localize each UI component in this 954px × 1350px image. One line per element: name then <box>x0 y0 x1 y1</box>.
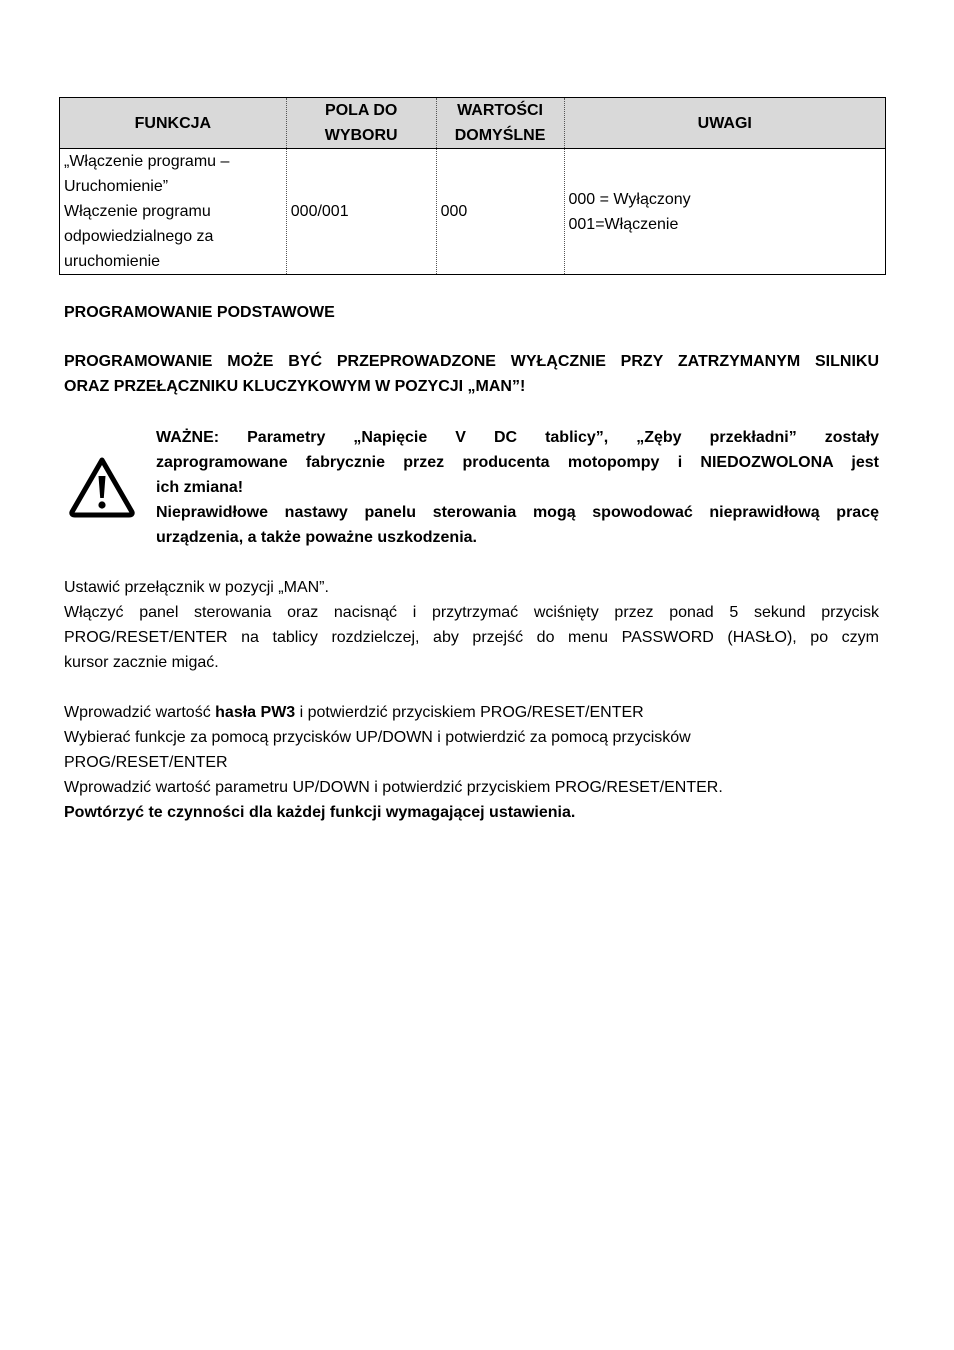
header-pola <box>286 98 436 149</box>
instruction-line: kursor zacznie migać. <box>64 654 219 671</box>
uwagi-line1: 000 = Wyłączony <box>568 190 691 208</box>
header-pola-line1: POLA DO <box>325 102 398 119</box>
warning-triangle-icon <box>68 456 136 518</box>
header-wartosci-line2: DOMYŚLNE <box>454 127 546 144</box>
warning-line1: WAŻNE: Parametry „Napięcie V DC tablicy”, „Zęby przekładni” zostały <box>156 429 879 446</box>
funkcja-line: odpowiedzialnego za <box>64 228 214 245</box>
password-label: hasła PW3 <box>215 704 296 721</box>
header-funkcja: FUNKCJA <box>60 98 287 149</box>
warning-block <box>156 425 879 550</box>
funkcja-line: Uruchomienie” <box>64 178 169 195</box>
instructions-paragraph-2 <box>64 700 879 825</box>
table-header-row <box>60 98 886 149</box>
header-wartosci <box>436 98 564 149</box>
warning-line3: ich zmiana! <box>156 479 244 496</box>
instruction-line: Wybierać funkcje za pomocą przycisków UP/DOWN i potwierdzić za pomocą przycisków <box>64 729 691 746</box>
funkcja-line: Włączenie programu <box>64 203 211 220</box>
cell-funkcja <box>60 149 287 275</box>
notice-line2: ORAZ PRZEŁĄCZNIKU KLUCZYKOWYM W POZYCJI „MAN”! <box>64 378 526 395</box>
cell-uwagi <box>564 149 886 275</box>
notice-block <box>64 349 879 399</box>
instruction-line: PROG/RESET/ENTER na tablicy rozdzielczej, aby przejść do menu PASSWORD (HASŁO), po czym <box>64 629 879 646</box>
warning-line4: Nieprawidłowe nastawy panelu sterowania mogą spowodować nieprawidłową pracę <box>156 504 879 521</box>
instruction-line-bold: Powtórzyć te czynności dla każdej funkcji wymagającej ustawienia. <box>64 804 576 821</box>
funkcja-line: uruchomienie <box>64 253 161 270</box>
funkcja-line: „Włączenie programu – <box>64 153 230 170</box>
uwagi-line2: 001=Włączenie <box>568 215 679 233</box>
table-row <box>60 149 886 275</box>
instruction-line: Ustawić przełącznik w pozycji „MAN”. <box>64 579 329 596</box>
instruction-line: Wprowadzić wartość parametru UP/DOWN i potwierdzić przyciskiem PROG/RESET/ENTER. <box>64 779 723 796</box>
cell-pola: 000/001 <box>286 149 436 275</box>
header-uwagi: UWAGI <box>564 98 886 149</box>
cell-wartosci: 000 <box>436 149 564 275</box>
section-title: PROGRAMOWANIE PODSTAWOWE <box>64 304 335 321</box>
header-pola-line2: WYBORU <box>324 127 398 144</box>
warning-line5: urządzenia, a także poważne uszkodzenia. <box>156 529 477 546</box>
function-table <box>59 97 886 275</box>
instructions-paragraph-1 <box>64 575 879 675</box>
instruction-line: Włączyć panel sterowania oraz nacisnąć i przytrzymać wciśnięty przez ponad 5 sekund przycisk <box>64 604 879 621</box>
notice-line1: PROGRAMOWANIE MOŻE BYĆ PRZEPROWADZONE WYŁĄCZNIE PRZY ZATRZYMANYM SILNIKU <box>64 353 879 370</box>
instruction-text: Wprowadzić wartość <box>64 704 216 721</box>
instruction-line: PROG/RESET/ENTER <box>64 754 228 771</box>
header-wartosci-line1: WARTOŚCI <box>457 102 543 119</box>
instruction-text: i potwierdzić przyciskiem PROG/RESET/ENTER <box>295 704 644 721</box>
warning-line2: zaprogramowane fabrycznie przez producenta motopompy i NIEDOZWOLONA jest <box>156 454 879 471</box>
instruction-line <box>64 700 879 725</box>
